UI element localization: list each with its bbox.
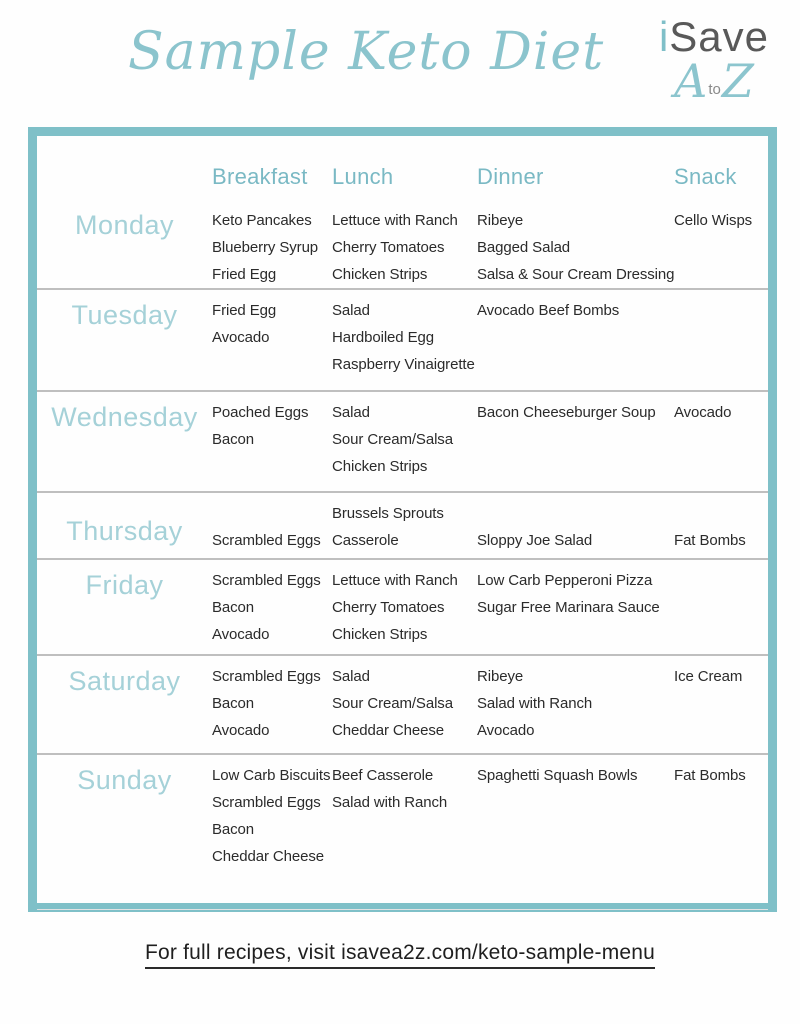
breakfast-cell	[212, 755, 332, 909]
dinner-cell	[477, 200, 674, 288]
meal-plan-board	[28, 127, 777, 912]
column-header-lunch: Lunch	[332, 164, 394, 189]
breakfast-cell	[212, 392, 332, 491]
meal-item: Fried Egg	[212, 302, 277, 319]
breakfast-cell	[212, 656, 332, 753]
footer	[0, 941, 800, 965]
column-header-dinner: Dinner	[477, 164, 544, 189]
logo-i-letter: i	[658, 13, 670, 60]
meal-item: Sour Cream/Salsa	[332, 431, 453, 448]
meal-item: Fat Bombs	[674, 532, 746, 549]
meal-item: Beef Casserole	[332, 767, 434, 784]
meal-item: Ice Cream	[674, 668, 743, 685]
lunch-cell	[332, 560, 477, 654]
day-label: Monday	[74, 210, 175, 240]
day-cell	[37, 290, 212, 390]
day-label: Sunday	[77, 765, 172, 795]
day-cell	[37, 200, 212, 288]
meal-item: Spaghetti Squash Bowls	[477, 767, 638, 784]
meal-item: Cello Wisps	[674, 212, 753, 229]
meal-item: Casserole	[332, 532, 399, 549]
meal-item: Low Carb Pepperoni Pizza	[477, 572, 653, 589]
meal-item: Avocado	[212, 626, 270, 643]
meal-item: Ribeye	[477, 212, 524, 229]
footer-recipes-link[interactable]: For full recipes, visit isavea2z.com/keto-sample-menu	[145, 941, 655, 969]
meal-item: Salad with Ranch	[332, 794, 448, 811]
dinner-cell	[477, 560, 674, 654]
day-cell	[37, 493, 212, 558]
meal-item: Bagged Salad	[477, 239, 571, 256]
lunch-cell	[332, 392, 477, 491]
meal-item: Raspberry Vinaigrette	[332, 356, 475, 373]
meal-item: Blueberry Syrup	[212, 239, 319, 256]
meal-item: Scrambled Eggs	[212, 794, 321, 811]
meal-item: Bacon	[212, 599, 255, 616]
dinner-cell	[477, 656, 674, 753]
snack-cell	[674, 755, 768, 909]
meal-item: Avocado	[212, 722, 270, 739]
meal-item: Sour Cream/Salsa	[332, 695, 453, 712]
lunch-cell	[332, 200, 477, 288]
lunch-cell	[332, 656, 477, 753]
logo-atoz	[644, 54, 784, 108]
day-label: Wednesday	[51, 402, 198, 432]
page-title: Sample Keto Diet	[128, 22, 605, 82]
meal-item: Scrambled Eggs	[212, 532, 321, 549]
brand-logo	[644, 13, 784, 108]
dinner-cell	[477, 755, 674, 909]
snack-cell	[674, 392, 768, 491]
meal-item: Chicken Strips	[332, 458, 428, 475]
dinner-cell	[477, 392, 674, 491]
table-row	[37, 656, 768, 755]
meal-item: Avocado	[212, 329, 270, 346]
day-label: Saturday	[68, 666, 181, 696]
meal-item: Lettuce with Ranch	[332, 572, 458, 589]
meal-item: Bacon Cheeseburger Soup	[477, 404, 656, 421]
table-row	[37, 755, 768, 910]
meal-item: Ribeye	[477, 668, 524, 685]
meal-item: Hardboiled Egg	[332, 329, 435, 346]
meal-item: Scrambled Eggs	[212, 668, 321, 685]
column-header-snack: Snack	[674, 164, 737, 189]
meal-item: Bacon	[212, 695, 255, 712]
day-column-spacer	[37, 164, 212, 200]
day-cell	[37, 392, 212, 491]
meal-item: Avocado	[477, 722, 535, 739]
day-cell	[37, 755, 212, 909]
meal-item: Brussels Sprouts	[332, 505, 444, 522]
logo-save-text: Save	[669, 13, 770, 60]
dinner-cell	[477, 290, 674, 390]
snack-cell	[674, 200, 768, 288]
meal-item: Low Carb Biscuits	[212, 767, 331, 784]
meal-item: Bacon	[212, 431, 255, 448]
dinner-cell	[477, 493, 674, 558]
meal-item: Avocado Beef Bombs	[477, 302, 620, 319]
table-row	[37, 290, 768, 392]
meal-item: Salsa & Sour Cream Dressing	[477, 266, 675, 283]
meal-item: Keto Pancakes	[212, 212, 312, 229]
meal-item: Salad	[332, 404, 370, 421]
snack-cell	[674, 560, 768, 654]
meal-item: Sloppy Joe Salad	[477, 532, 593, 549]
meal-item: Sugar Free Marinara Sauce	[477, 599, 660, 616]
meal-item: Salad with Ranch	[477, 695, 593, 712]
meal-item: Fried Egg	[212, 266, 277, 283]
breakfast-cell	[212, 560, 332, 654]
day-cell	[37, 656, 212, 753]
meal-item: Cheddar Cheese	[212, 848, 325, 865]
snack-cell	[674, 656, 768, 753]
meal-item: Chicken Strips	[332, 266, 428, 283]
breakfast-cell	[212, 493, 332, 558]
meal-item: Chicken Strips	[332, 626, 428, 643]
logo-a-letter: A	[674, 54, 708, 108]
lunch-cell	[332, 493, 477, 558]
meal-item: Salad	[332, 302, 370, 319]
header-row	[37, 136, 768, 200]
meal-item: Cheddar Cheese	[332, 722, 445, 739]
logo-isave	[644, 13, 784, 60]
lunch-cell	[332, 755, 477, 909]
meal-item: Poached Eggs	[212, 404, 309, 421]
meal-item: Lettuce with Ranch	[332, 212, 458, 229]
breakfast-cell	[212, 200, 332, 288]
meal-item: Avocado	[674, 404, 732, 421]
meal-item: Fat Bombs	[674, 767, 746, 784]
table-row	[37, 392, 768, 493]
day-label: Thursday	[66, 516, 183, 546]
logo-to-text: to	[708, 80, 721, 98]
meal-item: Salad	[332, 668, 370, 685]
column-header-breakfast: Breakfast	[212, 164, 308, 189]
logo-z-letter: Z	[721, 54, 754, 108]
day-label: Tuesday	[71, 300, 178, 330]
lunch-cell	[332, 290, 477, 390]
meal-item: Bacon	[212, 821, 255, 838]
meal-item: Cherry Tomatoes	[332, 599, 445, 616]
snack-cell	[674, 290, 768, 390]
snack-cell	[674, 493, 768, 558]
meal-item: Cherry Tomatoes	[332, 239, 445, 256]
day-label: Friday	[85, 570, 164, 600]
table-row	[37, 560, 768, 656]
table-row	[37, 200, 768, 290]
breakfast-cell	[212, 290, 332, 390]
meal-item: Scrambled Eggs	[212, 572, 321, 589]
day-cell	[37, 560, 212, 654]
table-row	[37, 493, 768, 560]
